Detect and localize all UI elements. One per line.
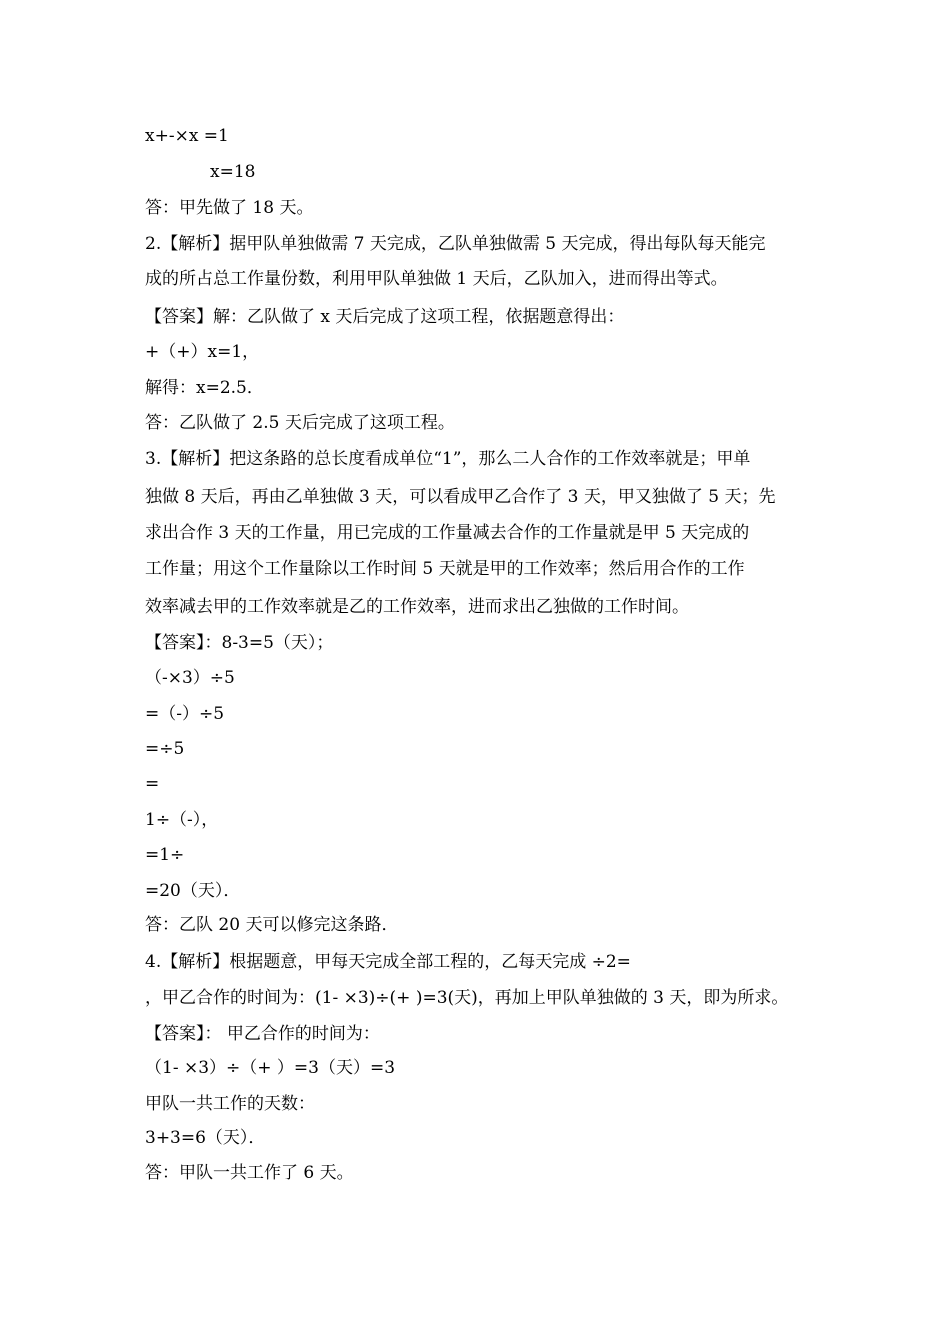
text-line: =（-）÷5 — [145, 704, 225, 724]
text-line: =20（天）． — [145, 881, 241, 901]
text-line: x=18 — [210, 162, 256, 182]
text-line: 效率减去甲的工作效率就是乙的工作效率，进而求出乙独做的工作时间。 — [145, 597, 689, 617]
text-line: 2.【解析】据甲队单独做需 7 天完成，乙队单独做需 5 天完成，得出每队每天能完 — [145, 234, 766, 254]
text-line: x+-×x =1 — [145, 126, 229, 146]
text-line: =÷5 — [145, 739, 185, 759]
text-line: 3+3=6（天）． — [145, 1128, 266, 1148]
text-line: 1÷（-）， — [145, 810, 219, 830]
text-line: 甲队一共工作的天数： — [145, 1094, 315, 1114]
text-line: 答：乙队做了 2.5 天后完成了这项工程。 — [145, 413, 455, 433]
text-line: +（+）x=1， — [145, 342, 260, 362]
text-line: （1- ×3）÷（+ ）=3（天）=3 — [145, 1058, 396, 1078]
text-line: =1÷ — [145, 845, 185, 865]
text-line: = — [145, 774, 160, 794]
text-line: 答：甲先做了 18 天。 — [145, 198, 314, 218]
text-line: 4.【解析】根据题意，甲每天完成全部工程的，乙每天完成 ÷2= — [145, 952, 631, 972]
text-line: 答：甲队一共工作了 6 天。 — [145, 1163, 354, 1183]
text-line: 解得：x=2.5． — [145, 378, 264, 398]
text-line: 独做 8 天后，再由乙单独做 3 天，可以看成甲乙合作了 3 天，甲又独做了 5 天；先 — [145, 487, 776, 507]
text-line: 工作量；用这个工作量除以工作时间 5 天就是甲的工作效率；然后用合作的工作 — [145, 559, 745, 579]
text-line: 求出合作 3 天的工作量，用已完成的工作量减去合作的工作量就是甲 5 天完成的 — [145, 523, 750, 543]
text-line: 成的所占总工作量份数，利用甲队单独做 1 天后，乙队加入，进而得出等式。 — [145, 269, 728, 289]
text-line: 3.【解析】把这条路的总长度看成单位“1”，那么二人合作的工作效率就是；甲单 — [145, 449, 751, 469]
text-line: 答：乙队 20 天可以修完这条路． — [145, 915, 399, 935]
text-line: 【答案】：8-3=5（天）； — [145, 633, 334, 653]
text-line: ，甲乙合作的时间为：(1- ×3)÷(+ )=3(天)，再加上甲队单独做的 3 天，即为所求。 — [145, 988, 789, 1008]
text-line: 【答案】： 甲乙合作的时间为： — [145, 1024, 380, 1044]
text-line: （-×3）÷5 — [145, 668, 235, 688]
text-line: 【答案】解：乙队做了 x 天后完成了这项工程，依据题意得出： — [145, 307, 625, 327]
